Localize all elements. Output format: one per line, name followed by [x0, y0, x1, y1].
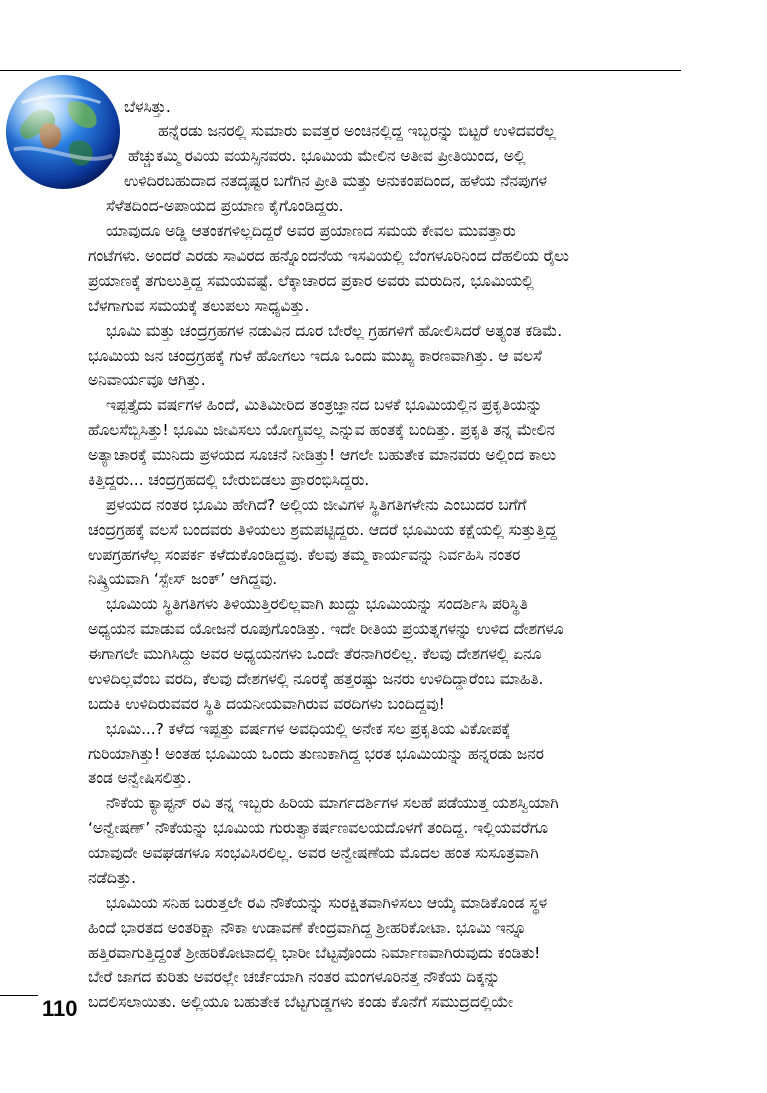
text-line: ಸೆಳೆತದಿಂದ-ಅಪಾಯದ ಪ್ರಯಾಣ ಕೈಗೊಂಡಿದ್ದರು.	[106, 197, 344, 215]
text-line: ಭೂಮಿಯ ಜನ ಚಂದ್ರಗ್ರಹಕ್ಕೆ ಗುಳೆ ಹೋಗಲು ಇದೂ ಒಂದು ಮುಖ್ಯ ಕಾರಣವಾಗಿತ್ತು. ಆ ವಲಸೆ	[88, 347, 542, 365]
text-line: ‘ಅನ್ವೇಷಣ್’ ನೌಕೆಯನ್ನು ಭೂಮಿಯ ಗುರುತ್ವಾಕರ್ಷಣವಲಯದೊಳಗೆ ತಂದಿದ್ದ. ಇಲ್ಲಿಯವರೆಗೂ	[88, 819, 548, 837]
text-line: ಯಾವುದೂ ಅಡ್ಡಿ ಆತಂಕಗಳಿಲ್ಲದಿದ್ದರೆ ಅವರ ಪ್ರಯಾಣದ ಸಮಯ ಕೇವಲ ಮುವತ್ತಾರು	[106, 222, 516, 240]
text-line: ಚಂದ್ರಗ್ರಹಕ್ಕೆ ವಲಸೆ ಬಂದವರು ತಿಳಿಯಲು ಶ್ರಮಪಟ್ಟಿದ್ದರು. ಆದರೆ ಭೂಮಿಯ ಕಕ್ಷೆಯಲ್ಲಿ ಸುತ್ತುತ್ತಿದ್ದ	[88, 521, 557, 539]
text-line: ಅತ್ಯಾಚಾರಕ್ಕೆ ಮುನಿದು ಪ್ರಳಯದ ಸೂಚನೆ ನೀಡಿತ್ತು! ಆಗಲೇ ಬಹುತೇಕ ಮಾನವರು ಅಲ್ಲಿಂದ ಕಾಲು	[88, 446, 556, 464]
text-line: ಹತ್ತಿರವಾಗುತ್ತಿದ್ದಂತೆ ಶ್ರೀಹರಿಕೋಟಾದಲ್ಲಿ ಭಾರೀ ಬೆಟ್ಟವೊಂದು ನಿರ್ಮಾಣವಾಗಿರುವುದು ಕಂಡಿತು!	[88, 944, 541, 962]
page-number: 110	[42, 996, 78, 1021]
text-line: ತಂಡ ಅನ್ವೇಷಿಸಲಿತ್ತು.	[88, 769, 192, 787]
footer-rule	[0, 995, 38, 996]
globe-icon	[4, 73, 122, 191]
text-line: ಉಳಿದಿಲ್ಲವೆಂಬ ವರದಿ, ಕೆಲವು ದೇಶಗಳಲ್ಲಿ ನೂರಕ್ಕೆ ಹತ್ತರಷ್ಟು ಜನರು ಉಳಿದಿದ್ದಾರೆಂಬ ಮಾಹಿತಿ.	[88, 670, 544, 688]
text-line: ಪ್ರಯಾಣಕ್ಕೆ ತಗುಲುತ್ತಿದ್ದ ಸಮಯವಷ್ಟೆ. ಲೆಕ್ಕಾಚಾರದ ಪ್ರಕಾರ ಅವರು ಮರುದಿನ, ಭೂಮಿಯಲ್ಲಿ	[88, 272, 534, 290]
text-line: ಹನ್ನೆರಡು ಜನರಲ್ಲಿ ಸುಮಾರು ಐವತ್ತರ ಅಂಚಿನಲ್ಲಿದ್ದ ಇಬ್ಬರನ್ನು ಬಿಟ್ಟರೆ ಉಳಿದವರೆಲ್ಲ	[158, 122, 556, 140]
text-line: ಉಪಗ್ರಹಗಳೆಲ್ಲ ಸಂಪರ್ಕ ಕಳೆದುಕೊಂಡಿದ್ದವು. ಕೆಲವು ತಮ್ಮ ಕಾರ್ಯವನ್ನು ನಿರ್ವಹಿಸಿ ನಂತರ	[88, 546, 521, 564]
text-line: ಭೂಮಿ ಮತ್ತು ಚಂದ್ರಗ್ರಹಗಳ ನಡುವಿನ ದೂರ ಬೇರೆಲ್ಲ ಗ್ರಹಗಳಿಗೆ ಹೋಲಿಸಿದರೆ ಅತ್ಯಂತ ಕಡಿಮೆ.	[106, 322, 563, 340]
text-line: ನಿಷ್ಕ್ರಿಯವಾಗಿ ‘ಸ್ಪೇಸ್ ಜಂಕ್’ ಆಗಿದ್ದವು.	[88, 570, 278, 588]
text-line: ಭೂಮಿಯ ಸನಿಹ ಬರುತ್ತಲೇ ರವಿ ನೌಕೆಯನ್ನು ಸುರಕ್ಷಿತವಾಗಿಳಿಸಲು ಆಯ್ಕೆ ಮಾಡಿಕೊಂಡ ಸ್ಥಳ	[106, 894, 548, 912]
text-line: ಹೊಲಸೆಬ್ಬಿಸಿತ್ತು! ಭೂಮಿ ಜೀವಿಸಲು ಯೋಗ್ಯವಲ್ಲ ಎನ್ನುವ ಹಂತಕ್ಕೆ ಬಂದಿತ್ತು. ಪ್ರಕೃತಿ ತನ್ನ ಮೇಲಿನ	[88, 421, 555, 439]
text-line: ಕಿತ್ತಿದ್ದರು... ಚಂದ್ರಗ್ರಹದಲ್ಲಿ ಬೇರುಬಿಡಲು ಪ್ರಾರಂಭಿಸಿದ್ದರು.	[88, 471, 370, 489]
text-line: ಅನಿವಾರ್ಯವೂ ಆಗಿತ್ತು.	[88, 371, 206, 389]
text-line: ನೌಕೆಯ ಕ್ಯಾಪ್ಟನ್ ರವಿ ತನ್ನ ಇಬ್ಬರು ಹಿರಿಯ ಮಾರ್ಗದರ್ಶಿಗಳ ಸಲಹೆ ಪಡೆಯುತ್ತ ಯಶಸ್ವಿಯಾಗಿ	[106, 794, 559, 812]
text-line: ಈಗಾಗಲೇ ಮುಗಿಸಿದ್ದು ಅವರ ಅಧ್ಯಯನಗಳು ಒಂದೇ ತೆರನಾಗಿರಲಿಲ್ಲ. ಕೆಲವು ದೇಶಗಳಲ್ಲಿ ಏನೂ	[88, 645, 542, 663]
text-line: ಬೆಳಗಾಗುವ ಸಮಯಕ್ಕೆ ತಲುಪಲು ಸಾಧ್ಯವಿತ್ತು.	[88, 297, 310, 315]
text-line: ಗಂಟೆಗಳು. ಅಂದರೆ ಎರಡು ಸಾವಿರದ ಹನ್ನೊಂದನೆಯ ಇಸವಿಯಲ್ಲಿ ಬೆಂಗಳೂರಿನಿಂದ ದೆಹಲಿಯ ರೈಲು	[88, 247, 569, 265]
text-line: ಹಿಂದೆ ಭಾರತದ ಅಂತರಿಕ್ಷಾ ನೌಕಾ ಉಡಾವಣೆ ಕೇಂದ್ರವಾಗಿದ್ದ ಶ್ರೀಹರಿಕೋಟಾ. ಭೂಮಿ ಇನ್ನೂ	[88, 919, 527, 937]
text-line: ಯಾವುದೇ ಅವಘಡಗಳೂ ಸಂಭವಿಸಿರಲಿಲ್ಲ. ಅವರ ಅನ್ವೇಷಣೆಯ ಮೊದಲ ಹಂತ ಸುಸೂತ್ರವಾಗಿ	[88, 844, 539, 862]
text-line: ಉಳಿದಿರಬಹುದಾದ ನತದೃಷ್ಟರ ಬಗೆಗಿನ ಪ್ರೀತಿ ಮತ್ತು ಅನುಕಂಪದಿಂದ, ಹಳೆಯ ನೆನಪುಗಳ	[124, 172, 547, 190]
text-line: ಭೂಮಿ...? ಕಳೆದ ಇಪ್ಪತ್ತು ವರ್ಷಗಳ ಅವಧಿಯಲ್ಲಿ ಅನೇಕ ಸಲ ಪ್ರಕೃತಿಯ ವಿಕೋಪಕ್ಕೆ	[106, 720, 511, 738]
text-line: ನಡೆದಿತ್ತು.	[88, 869, 137, 887]
text-line: ಪ್ರಳಯದ ನಂತರ ಭೂಮಿ ಹೇಗಿದೆ? ಅಲ್ಲಿಯ ಜೀವಿಗಳ ಸ್ಥಿತಿಗತಿಗಳೇನು ಎಂಬುದರ ಬಗೆಗೆ	[106, 496, 527, 514]
text-line: ಬದಲಿಸಲಾಯಿತು. ಅಲ್ಲಿಯೂ ಬಹುತೇಕ ಬೆಟ್ಟಗುಡ್ಡಗಳು ಕಂಡು ಕೊನೆಗೆ ಸಮುದ್ರದಲ್ಲಿಯೇ	[88, 993, 513, 1011]
text-line: ಭೂಮಿಯ ಸ್ಥಿತಿಗತಿಗಳು ತಿಳಿಯುತ್ತಿರಲಿಲ್ಲವಾಗಿ ಖುದ್ದು ಭೂಮಿಯನ್ನು ಸಂದರ್ಶಿಸಿ ಪರಿಸ್ಥಿತಿ	[106, 595, 528, 613]
text-line: ಬೆಳಸಿತ್ತು.	[124, 98, 171, 116]
text-line: ಇಪ್ಪತ್ತೈದು ವರ್ಷಗಳ ಹಿಂದೆ, ಮಿತಿಮೀರಿದ ತಂತ್ರಜ್ಞಾನದ ಬಳಕೆ ಭೂಮಿಯಲ್ಲಿನ ಪ್ರಕೃತಿಯನ್ನು	[106, 396, 543, 414]
text-line: ಬೇರೆ ಜಾಗದ ಕುರಿತು ಅವರಲ್ಲೇ ಚರ್ಚೆಯಾಗಿ ನಂತರ ಮಂಗಳೂರಿನತ್ತ ನೌಕೆಯ ದಿಕ್ಕನ್ನು	[88, 968, 500, 986]
text-line: ಹೆಚ್ಚುಕಮ್ಮಿ ರವಿಯ ವಯಸ್ಸಿನವರು. ಭೂಮಿಯ ಮೇಲಿನ ಅತೀವ ಪ್ರೀತಿಯಿಂದ, ಅಲ್ಲಿ	[128, 147, 526, 165]
text-line: ಬದುಕಿ ಉಳಿದಿರುವವರ ಸ್ಥಿತಿ ದಯನೀಯವಾಗಿರುವ ವರದಿಗಳು ಬಂದಿದ್ದವು!	[88, 695, 445, 713]
text-line: ಗುರಿಯಾಗಿತ್ತು! ಅಂತಹ ಭೂಮಿಯ ಒಂದು ತುಣುಕಾಗಿದ್ದ ಭರತ ಭೂಮಿಯನ್ನು ಹನ್ನರಡು ಜನರ	[88, 745, 544, 763]
header-rule	[0, 70, 681, 71]
text-line: ಅಧ್ಯಯನ ಮಾಡುವ ಯೋಜನೆ ರೂಪುಗೊಂಡಿತ್ತು. ಇದೇ ರೀತಿಯ ಪ್ರಯತ್ನಗಳನ್ನು ಉಳಿದ ದೇಶಗಳೂ	[88, 620, 564, 638]
